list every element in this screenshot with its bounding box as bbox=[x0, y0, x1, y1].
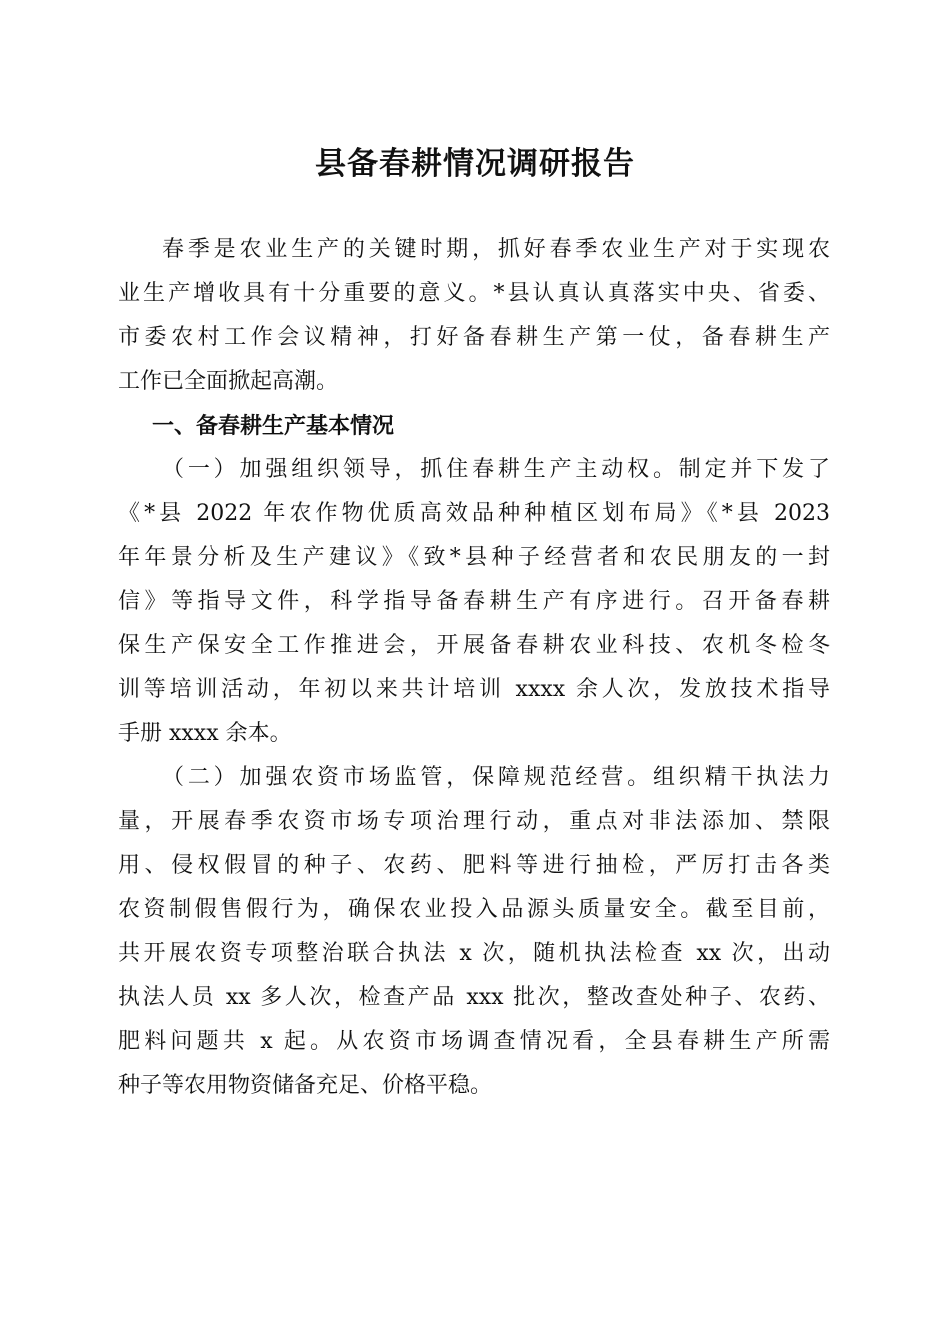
text-line: 业生产增收具有十分重要的意义。*县认真认真落实中央、省委、 bbox=[118, 281, 830, 306]
text-line: （一）加强组织领导，抓住春耕生产主动权。制定并下发了 bbox=[162, 457, 830, 482]
text-line: 量，开展春季农资市场专项治理行动，重点对非法添加、禁限 bbox=[118, 809, 830, 834]
text-line: 保生产保安全工作推进会，开展备春耕农业科技、农机冬检冬 bbox=[118, 633, 830, 658]
text-line: 用、侵权假冒的种子、农药、肥料等进行抽检，严厉打击各类 bbox=[118, 853, 830, 878]
text-line: 《*县 2022 年农作物优质高效品种种植区划布局》《*县 2023 bbox=[118, 501, 830, 526]
subsection-2-paragraph bbox=[118, 756, 830, 1108]
text-line: 市委农村工作会议精神，打好备春耕生产第一仗，备春耕生产 bbox=[118, 325, 830, 350]
text-line: 工作已全面掀起高潮。 bbox=[118, 369, 339, 394]
text-line: 年年景分析及生产建议》《致*县种子经营者和农民朋友的一封 bbox=[118, 545, 830, 570]
text-line: 农资制假售假行为，确保农业投入品源头质量安全。截至目前， bbox=[118, 897, 830, 922]
text-line: 训等培训活动，年初以来共计培训 xxxx 余人次，发放技术指导 bbox=[118, 677, 830, 702]
section-heading: 一、备春耕生产基本情况 bbox=[152, 413, 395, 439]
text-line: 春季是农业生产的关键时期，抓好春季农业生产对于实现农 bbox=[162, 237, 830, 262]
document-title: 县备春耕情况调研报告 bbox=[315, 146, 635, 182]
text-line: 肥料问题共 x 起。从农资市场调查情况看，全县春耕生产所需 bbox=[118, 1029, 830, 1054]
text-line: （二）加强农资市场监管，保障规范经营。组织精干执法力 bbox=[162, 765, 830, 790]
text-line: 种子等农用物资储备充足、价格平稳。 bbox=[118, 1073, 493, 1098]
text-line: 执法人员 xx 多人次，检查产品 xxx 批次，整改查处种子、农药、 bbox=[118, 985, 830, 1010]
intro-paragraph bbox=[118, 228, 830, 404]
subsection-1-paragraph bbox=[118, 448, 830, 756]
document-body bbox=[118, 228, 830, 1108]
text-line: 共开展农资专项整治联合执法 x 次，随机执法检查 xx 次，出动 bbox=[118, 941, 830, 966]
text-line: 信》等指导文件，科学指导备春耕生产有序进行。召开备春耕 bbox=[118, 589, 830, 614]
text-line: 手册 xxxx 余本。 bbox=[118, 721, 292, 746]
